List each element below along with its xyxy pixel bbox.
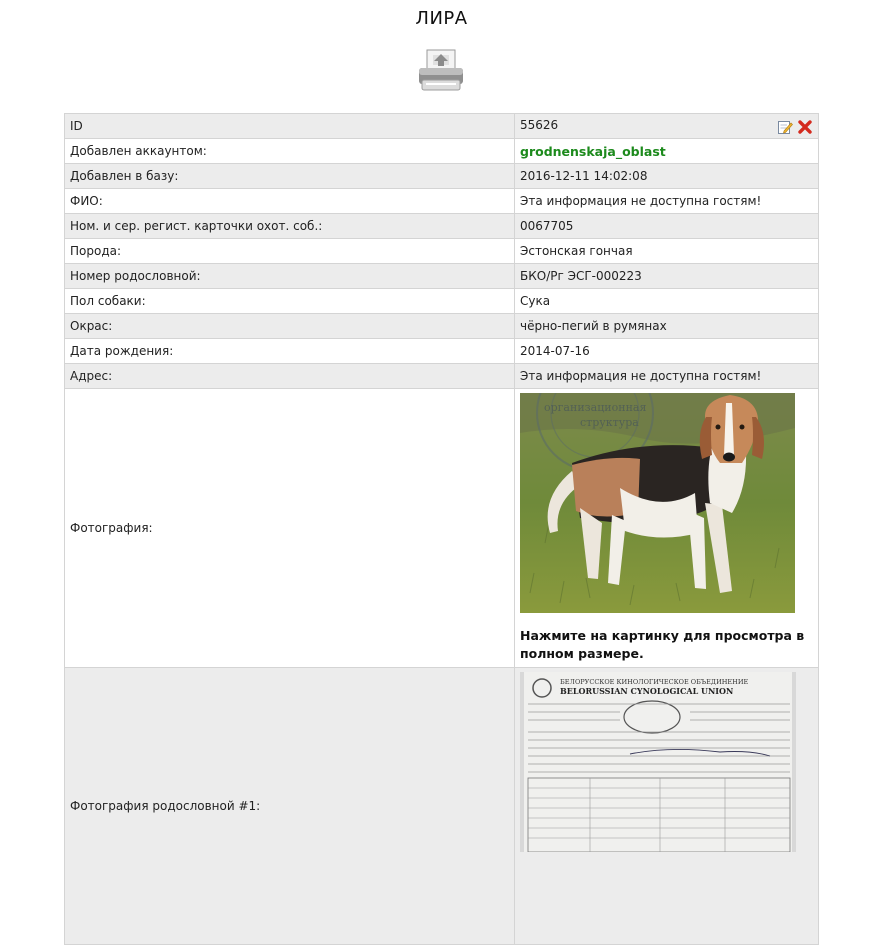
record-actions xyxy=(777,119,813,135)
field-value: 0067705 xyxy=(515,214,819,239)
table-row xyxy=(65,314,819,339)
pedigree-org-en: BELORUSSIAN CYNOLOGICAL UNION xyxy=(560,686,734,696)
stamp-line-1: организационная xyxy=(544,401,647,414)
field-value: чёрно-пегий в румянах xyxy=(515,314,819,339)
delete-icon[interactable] xyxy=(797,119,813,135)
field-value: Эстонская гончая xyxy=(515,239,819,264)
pedigree-org-ru: БЕЛОРУССКОЕ КИНОЛОГИЧЕСКОЕ ОБЪЕДИНЕНИЕ xyxy=(560,678,749,686)
field-label: Пол собаки: xyxy=(65,289,515,314)
field-value: Сука xyxy=(515,289,819,314)
field-label: Добавлен аккаунтом: xyxy=(65,139,515,164)
field-value: 2016-12-11 14:02:08 xyxy=(515,164,819,189)
field-value: Эта информация не доступна гостям! xyxy=(515,364,819,389)
id-value: 55626 xyxy=(520,117,559,132)
table-row xyxy=(65,264,819,289)
field-label: Адрес: xyxy=(65,364,515,389)
table-row xyxy=(65,114,819,139)
table-row xyxy=(65,139,819,164)
dog-info-table xyxy=(64,113,819,945)
table-row xyxy=(65,289,819,314)
field-value xyxy=(515,114,819,139)
field-label: Дата рождения: xyxy=(65,339,515,364)
table-row xyxy=(65,364,819,389)
field-label: ID xyxy=(65,114,515,139)
page-title: ЛИРА xyxy=(415,8,468,29)
field-label: Фотография: xyxy=(65,389,515,668)
field-value xyxy=(515,668,819,945)
pedigree-photo[interactable] xyxy=(520,672,796,852)
field-value: БКО/Рг ЭСГ-000223 xyxy=(515,264,819,289)
field-label: Ном. и сер. регист. карточки охот. соб.: xyxy=(65,214,515,239)
table-row xyxy=(65,339,819,364)
field-value xyxy=(515,139,819,164)
field-value xyxy=(515,389,819,668)
table-row xyxy=(65,189,819,214)
field-value: 2014-07-16 xyxy=(515,339,819,364)
field-value: Эта информация не доступна гостям! xyxy=(515,189,819,214)
field-label: Номер родословной: xyxy=(65,264,515,289)
table-row xyxy=(65,389,819,668)
account-link[interactable]: grodnenskaja_oblast xyxy=(520,143,666,159)
field-label: Фотография родословной #1: xyxy=(65,668,515,945)
field-label: Добавлен в базу: xyxy=(65,164,515,189)
photo-hint: Нажмите на картинку для просмотра в полном размере. xyxy=(520,628,805,661)
table-row xyxy=(65,668,819,945)
stamp-line-2: структура xyxy=(580,416,639,429)
edit-icon[interactable] xyxy=(777,119,793,135)
field-label: Окрас: xyxy=(65,314,515,339)
table-row xyxy=(65,214,819,239)
field-label: Порода: xyxy=(65,239,515,264)
dog-photo[interactable] xyxy=(520,393,795,613)
table-row xyxy=(65,239,819,264)
print-button[interactable] xyxy=(417,46,465,94)
printer-icon xyxy=(417,46,465,94)
table-row xyxy=(65,164,819,189)
field-label: ФИО: xyxy=(65,189,515,214)
